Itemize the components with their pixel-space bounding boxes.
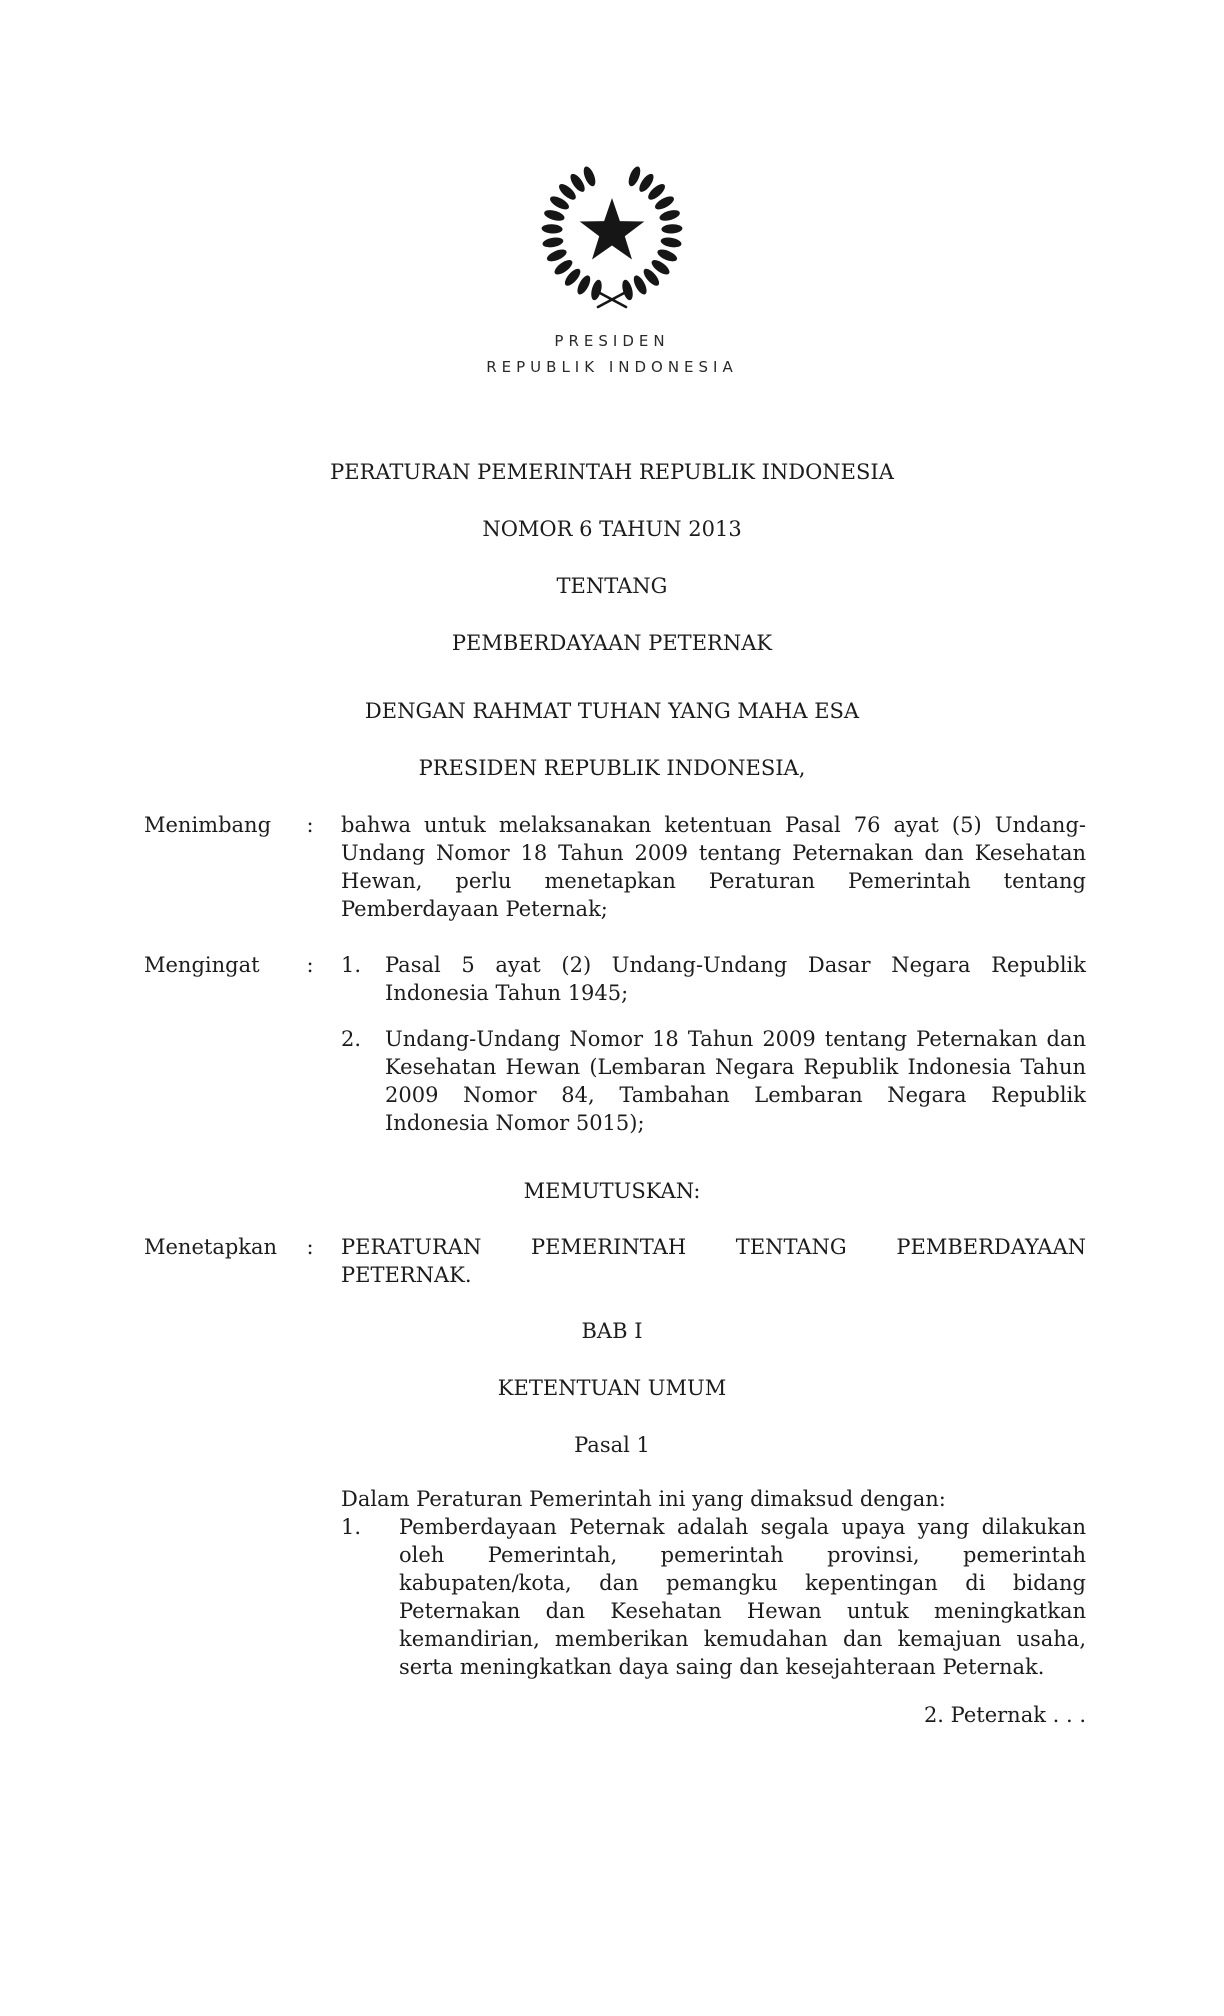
menimbang-row xyxy=(0,811,1224,923)
definition-item-1 xyxy=(341,1513,1086,1681)
regulation-name: PERATURAN PEMERINTAH REPUBLIK INDONESIA xyxy=(330,460,894,484)
mengingat-colon: : xyxy=(306,953,314,977)
mengingat-item-2-text: Undang-Undang Nomor 18 Tahun 2009 tentang Peternakan dan Kesehatan Hewan (Lembaran Negara Republik Indonesia Tahun 2009 Nomor 84, Tambahan Lembaran Negara Republik Indonesia Nomor 5015); xyxy=(385,1027,1086,1135)
preamble-section xyxy=(0,811,1224,1729)
bab-number-heading: BAB I xyxy=(581,1319,643,1343)
seal-caption xyxy=(0,328,1224,380)
invocation-line: DENGAN RAHMAT TUHAN YANG MAHA ESA xyxy=(364,699,860,723)
regulation-number: NOMOR 6 TAHUN 2013 xyxy=(482,517,742,541)
regulation-subject: PEMBERDAYAAN PETERNAK xyxy=(451,631,773,655)
menetapkan-colon: : xyxy=(306,1235,314,1259)
definition-item-1-text: Pemberdayaan Peternak adalah segala upaya yang dilakukan oleh Pemerintah, pemerintah provinsi, pemerintah kabupaten/kota, dan pemangku kepentingan di bidang Peternakan dan Kesehatan Hewan untuk meningkatkan kemandirian, memberikan kemudahan dan kemajuan usaha, serta meningkatkan daya saing dan kesejahteraan Peternak. xyxy=(399,1515,1086,1679)
seal-caption-presiden: PRESIDEN xyxy=(554,332,670,350)
menetapkan-text: PERATURAN PEMERINTAH TENTANG PEMBERDAYAAN PETERNAK. xyxy=(341,1235,1086,1287)
mengingat-item-1 xyxy=(341,951,1086,1007)
presidential-seal-icon xyxy=(0,150,1224,318)
pasal-body xyxy=(0,1485,1224,1729)
mengingat-list xyxy=(341,951,1086,1137)
definition-item-1-number: 1. xyxy=(341,1515,362,1539)
mengingat-row xyxy=(0,951,1224,1137)
bab-title-heading: KETENTUAN UMUM xyxy=(497,1376,727,1400)
menimbang-label: Menimbang xyxy=(144,813,272,837)
pasal-intro: Dalam Peraturan Pemerintah ini yang dimaksud dengan: xyxy=(341,1487,946,1511)
issuer-line: PRESIDEN REPUBLIK INDONESIA, xyxy=(418,756,806,780)
pasal-heading: Pasal 1 xyxy=(574,1433,650,1457)
memutuskan-heading: MEMUTUSKAN: xyxy=(523,1179,701,1203)
mengingat-item-2 xyxy=(341,1025,1086,1137)
seal-caption-republik-indonesia: REPUBLIK INDONESIA xyxy=(486,358,738,376)
tentang-label: TENTANG xyxy=(556,574,668,598)
menimbang-text: bahwa untuk melaksanakan ketentuan Pasal 76 ayat (5) Undang-Undang Nomor 18 Tahun 2009 tentang Peternakan dan Kesehatan Hewan, perlu menetapkan Peraturan Pemerintah tentang Pemberdayaan Peternak; xyxy=(341,813,1086,921)
title-block xyxy=(0,458,1224,782)
menetapkan-row xyxy=(0,1233,1224,1289)
menetapkan-label: Menetapkan xyxy=(144,1235,278,1259)
mengingat-item-2-number: 2. xyxy=(341,1027,362,1051)
catchword: 2. Peternak . . . xyxy=(923,1703,1086,1727)
mengingat-item-1-text: Pasal 5 ayat (2) Undang-Undang Dasar Negara Republik Indonesia Tahun 1945; xyxy=(385,953,1086,1005)
mengingat-item-1-number: 1. xyxy=(341,953,362,977)
mengingat-label: Mengingat xyxy=(144,953,260,977)
menimbang-colon: : xyxy=(306,813,314,837)
presidential-seal-graphic xyxy=(517,150,707,318)
